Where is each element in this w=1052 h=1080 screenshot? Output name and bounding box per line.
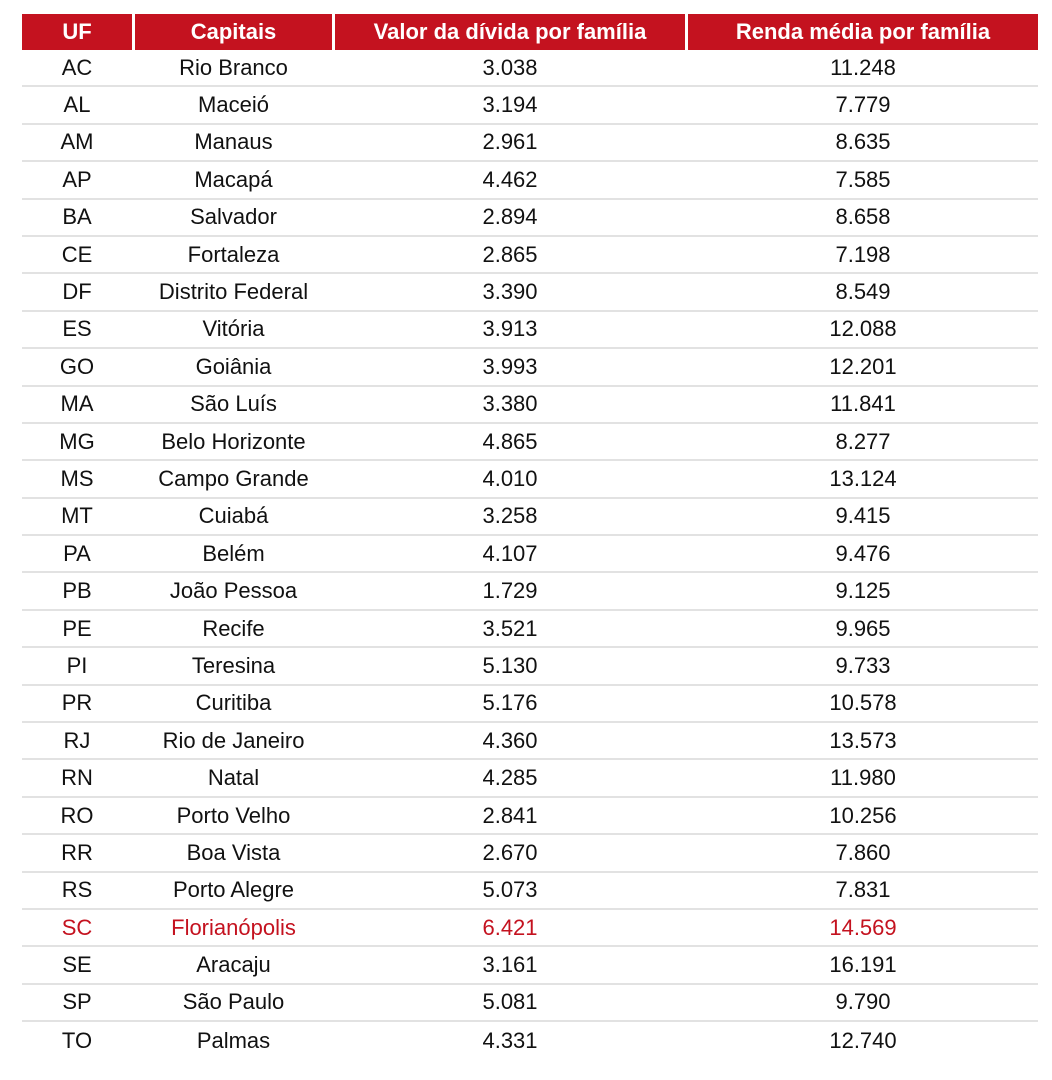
cell-valor-divida: 2.894 [482,204,538,230]
cell-uf: PI [66,652,88,678]
cell-renda-media: 9.965 [835,615,891,641]
cell-uf: RO [60,802,94,828]
cell-uf: RR [61,839,93,865]
cell-capital: São Paulo [182,989,285,1015]
cell-uf: AM [60,129,94,155]
cell-capital: Goiânia [195,353,272,379]
cell-capital: Palmas [196,1027,271,1053]
table-row [22,648,1038,685]
cell-renda-media: 7.779 [835,92,891,118]
cell-renda-media: 7.860 [835,839,891,865]
table-row [22,835,1038,872]
cell-valor-divida: 3.913 [482,316,538,342]
cell-uf: TO [61,1027,93,1053]
header-uf: UF [22,14,132,50]
cell-capital: Rio de Janeiro [162,727,305,753]
cell-capital: Belo Horizonte [161,428,306,454]
cell-renda-media: 12.740 [829,1027,897,1053]
header-renda-media: Renda média por família [688,14,1038,50]
cell-uf: AC [61,54,93,80]
cell-renda-media: 9.415 [835,503,891,529]
cell-uf: SE [62,952,92,978]
table-row [22,387,1038,424]
cell-uf: PA [63,540,91,566]
table-row [22,349,1038,386]
table-row [22,573,1038,610]
cell-capital: Distrito Federal [158,279,309,305]
cell-uf: BA [62,204,92,230]
cell-valor-divida: 4.107 [482,540,538,566]
cell-valor-divida: 2.961 [482,129,538,155]
cell-capital: João Pessoa [169,578,298,604]
cell-valor-divida: 2.841 [482,802,538,828]
table-row [22,237,1038,274]
cell-valor-divida: 5.073 [482,877,538,903]
table-row [22,723,1038,760]
cell-uf: RN [61,765,93,791]
cell-uf: MG [59,428,95,454]
cell-valor-divida: 3.161 [482,952,538,978]
cell-valor-divida: 3.993 [482,353,538,379]
data-table [22,14,1038,1060]
table-row [22,274,1038,311]
table-row [22,312,1038,349]
cell-uf: MS [60,465,94,491]
cell-uf: AP [62,166,92,192]
table-row [22,424,1038,461]
cell-capital: Porto Alegre [172,877,295,903]
cell-renda-media: 13.573 [829,727,897,753]
cell-uf: RS [61,877,93,903]
cell-capital: Curitiba [195,690,272,716]
cell-capital: Macapá [194,166,273,192]
cell-uf: ES [62,316,92,342]
table-row [22,50,1038,87]
cell-capital: Recife [202,615,265,641]
cell-capital: Belém [202,540,265,566]
cell-capital: Vitória [202,316,265,342]
cell-uf: AL [63,92,91,118]
cell-uf: SP [62,989,92,1015]
cell-valor-divida: 4.462 [482,166,538,192]
cell-valor-divida: 3.194 [482,92,538,118]
cell-valor-divida: 4.865 [482,428,538,454]
cell-uf: PB [62,578,92,604]
cell-renda-media: 9.125 [835,578,891,604]
cell-renda-media: 12.201 [829,353,897,379]
table-row [22,760,1038,797]
cell-uf: GO [59,353,95,379]
cell-renda-media: 8.549 [835,279,891,305]
cell-valor-divida: 1.729 [482,578,538,604]
cell-capital: Maceió [198,92,269,118]
table-row [22,873,1038,910]
table-row [22,910,1038,947]
header-valor-divida: Valor da dívida por família [335,14,685,50]
table-row [22,947,1038,984]
cell-valor-divida: 3.521 [482,615,538,641]
cell-renda-media: 10.256 [829,802,897,828]
table-row [22,87,1038,124]
table-body [22,50,1038,1060]
cell-renda-media: 8.277 [835,428,891,454]
cell-uf: CE [61,241,93,267]
cell-valor-divida: 3.258 [482,503,538,529]
table-row [22,798,1038,835]
cell-renda-media: 8.635 [835,129,891,155]
cell-renda-media: 7.198 [835,241,891,267]
table-row [22,536,1038,573]
cell-uf: PE [62,615,92,641]
cell-renda-media: 7.585 [835,166,891,192]
cell-capital: Campo Grande [158,465,309,491]
cell-valor-divida: 5.176 [482,690,538,716]
cell-renda-media: 9.476 [835,540,891,566]
cell-renda-media: 8.658 [835,204,891,230]
cell-renda-media: 13.124 [829,465,897,491]
cell-capital: Boa Vista [186,839,281,865]
cell-renda-media: 11.248 [830,54,896,80]
cell-renda-media: 11.980 [830,765,896,791]
cell-uf: PR [61,690,93,716]
cell-capital: Rio Branco [179,54,288,80]
cell-valor-divida: 6.421 [482,914,538,940]
cell-valor-divida: 3.390 [482,279,538,305]
cell-renda-media: 12.088 [829,316,897,342]
table-row [22,1022,1038,1059]
cell-capital: Teresina [191,652,276,678]
cell-renda-media: 16.191 [829,952,897,978]
cell-valor-divida: 5.081 [482,989,538,1015]
cell-valor-divida: 5.130 [482,652,538,678]
table-row [22,461,1038,498]
cell-valor-divida: 4.360 [482,727,538,753]
cell-uf: RJ [63,727,91,753]
header-capitais: Capitais [135,14,332,50]
table-row [22,200,1038,237]
table-row [22,985,1038,1022]
cell-valor-divida: 4.285 [482,765,538,791]
cell-valor-divida: 2.865 [482,241,538,267]
cell-valor-divida: 4.331 [482,1027,538,1053]
cell-renda-media: 9.733 [835,652,891,678]
cell-renda-media: 9.790 [835,989,891,1015]
table-row [22,611,1038,648]
table-row [22,499,1038,536]
cell-capital: Aracaju [196,952,271,978]
cell-capital: Salvador [190,204,277,230]
cell-uf: MT [61,503,93,529]
table-row [22,125,1038,162]
cell-capital: Florianópolis [171,914,296,940]
cell-renda-media: 10.578 [829,690,897,716]
table-header [22,14,1038,50]
cell-uf: SC [61,914,93,940]
table-row [22,162,1038,199]
cell-renda-media: 11.841 [830,391,896,417]
cell-capital: Fortaleza [187,241,280,267]
cell-renda-media: 7.831 [835,877,891,903]
cell-capital: São Luís [190,391,277,417]
cell-valor-divida: 3.038 [482,54,538,80]
cell-uf: DF [62,279,92,305]
cell-capital: Porto Velho [176,802,291,828]
cell-uf: MA [60,391,94,417]
cell-renda-media: 14.569 [829,914,897,940]
cell-capital: Cuiabá [198,503,269,529]
cell-valor-divida: 2.670 [482,839,538,865]
table-row [22,686,1038,723]
cell-valor-divida: 4.010 [482,465,538,491]
cell-valor-divida: 3.380 [482,391,538,417]
cell-capital: Manaus [194,129,273,155]
cell-capital: Natal [207,765,260,791]
